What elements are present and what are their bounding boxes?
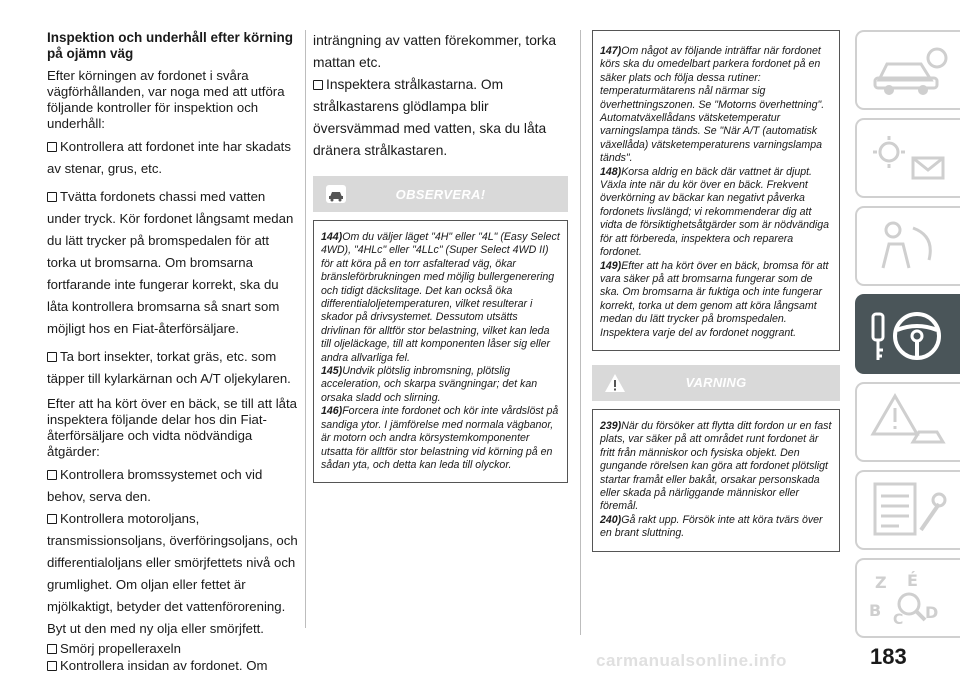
maintenance-checklist-icon <box>869 480 949 540</box>
checklist-item: Kontrollera motoroljans, transmissionsoljans, överföringsoljans, och differentialoljans eller smörjfettets nivå och grumlighet. Om oljan eller fettet är mjölkaktigt, betyder det vattenförorening. Byt ut den med ny olja eller smörjfett. <box>47 511 298 636</box>
checkbox-icon <box>47 514 57 524</box>
varning-label: VARNING <box>685 375 747 391</box>
svg-text:B: B <box>869 601 882 620</box>
note-147: 147)Om något av följande inträffar när fordonet körs ska du omedelbart parkera fordonet på en säker plats och följa dessa rutiner: temperaturmätarens nål närmar sig överhettningszonen. Se "Motorns överhettning". Automatväxellådans vätsketemperatur varningslampa tänds. Se "När A/T (automatisk växellåda) vätsketemperaturens varningslampa tänds". <box>600 45 825 165</box>
checkbox-icon <box>47 661 57 671</box>
car-info-icon <box>869 40 949 100</box>
checklist-item: Tvätta fordonets chassi med vatten under tryck. Kör fordonet långsamt medan du lätt trycker på bromspedalen för att torka ut bromsarna. Om bromsarna fortfarande inte fungerar korrekt, ska du låta kontrollera bromsarna så snart som möjligt hos en Fiat-återförsäljare. <box>47 189 294 336</box>
column-2 <box>313 30 568 483</box>
car-caution-icon <box>325 184 347 204</box>
chapter-tab-dashboard[interactable] <box>855 118 960 198</box>
dashboard-lights-icon <box>869 128 949 188</box>
note-146: 146)Forcera inte fordonet och kör inte vårdslöst på sandiga ytor. I jämförelse med normala vägbanor, är motorn och andra körsystemkomponenter utsatta för alltför stor belastning vid körning på en sådan yta, och detta kan leda till olyckor. <box>321 405 559 471</box>
chapter-tab-car-info[interactable] <box>855 30 960 110</box>
note-149: 149)Efter att ha kört över en bäck, bromsa för att vara säker på att bromsarna fungerar som de ska. Om bromsarna är fuktiga och inte fungerar korrekt, torka ut dem genom att köra långsamt medan du lätt trycker på bromspedalen. Inspektera varje del av fordonet noggrant. <box>600 259 829 339</box>
svg-text:D: D <box>925 603 939 622</box>
svg-text:É: É <box>907 571 918 590</box>
column-divider <box>580 30 581 635</box>
checklist-item: Kontrollera bromssystemet och vid behov, serva den. <box>47 467 263 504</box>
key-steering-icon <box>869 304 949 368</box>
section-heading: Inspektion och underhåll efter körning på ojämn väg <box>47 30 294 61</box>
checkbox-icon <box>47 142 57 152</box>
note-144: 144)Om du väljer läget "4H" eller "4L" (Easy Select 4WD), "4HLc" eller "4LLc" (Super Select 4WD II) för att köra på en torr asfalterad väg, ökar bränsleförbrukningen med möjlig bullergenerering och tidigt däckslitage. Det kan också öka differentialoljetemperaturen, vilket resulterar i skador på drivsystemet. Dessutom utsätts drivlinan för alltför stor belastning, vilket kan leda till oljeläckage, till att komponenten låser sig eller andra allvarliga fel. <box>321 231 560 364</box>
chapter-tab-starting-driving[interactable] <box>855 294 960 374</box>
column-1 <box>47 30 299 674</box>
observera-header <box>313 176 568 212</box>
chapter-tab-emergency[interactable] <box>855 382 960 462</box>
paragraph: inträngning av vatten förekommer, torka mattan etc. <box>313 33 557 70</box>
checkbox-icon <box>47 192 57 202</box>
page-number: 183 <box>870 644 907 669</box>
checkbox-icon <box>47 644 57 654</box>
column-3 <box>592 30 840 552</box>
chapter-tab-tech-data[interactable] <box>855 558 960 638</box>
warning-triangle-icon <box>604 373 626 393</box>
chapter-tab-maintenance[interactable] <box>855 470 960 550</box>
svg-text:Z: Z <box>875 573 887 592</box>
warning-triangle-car-icon <box>869 392 949 452</box>
observera-box <box>313 220 568 483</box>
checklist-item: Ta bort insekter, torkat gräs, etc. som täpper till kylarkärnan och A/T oljekylaren. <box>47 349 291 386</box>
checkbox-icon <box>47 352 57 362</box>
svg-text:C: C <box>893 612 904 628</box>
checklist-item: Inspektera strålkastarna. Om strålkastarens glödlampa blir översvämmad med vatten, ska du låta dränera strålkastaren. <box>313 77 547 158</box>
checkbox-icon <box>47 470 57 480</box>
varning-header <box>592 365 840 401</box>
observera-box-continued <box>592 30 840 351</box>
checklist-item: Kontrollera insidan av fordonet. Om <box>47 657 299 674</box>
note-239: 239)När du försöker att flytta ditt fordon ur en fast plats, var säker på att området runt fordonet är fritt från människor och fysiska objekt. Den gungande rörelsen kan göra att fordonet plötsligt startar framåt eller bakåt, orsakar personskada eller skada på närliggande människor eller föremål. <box>600 419 832 513</box>
chapter-tab-safety[interactable] <box>855 206 960 286</box>
checklist-item: Kontrollera att fordonet inte har skadats av stenar, grus, etc. <box>47 139 291 176</box>
note-145: 145)Undvik plötslig inbromsning, plötslig acceleration, och skarpa svängningar; det kan orsaka sladd och slirning. <box>321 365 538 404</box>
note-148: 148)Korsa aldrig en bäck där vattnet är djupt. Växla inte när du kör över en bäck. Frekvent överkörning av bäckar kan negativt påverka fordonets livslängd; vi rekommenderar dig att vidta de försiktighetsåtgärder som är nödvändiga för att förbereda, inspektera och reparera fordonet. <box>600 165 830 259</box>
alphabetical-index-icon <box>869 568 949 628</box>
intro-paragraph: Efter körningen av fordonet i svåra vägförhållanden, var noga med att utföra följande kontroller för inspektion och underhåll: <box>47 68 285 131</box>
checklist-item: Smörj propelleraxeln <box>47 640 299 657</box>
watermark-text: carmanualsonline.info <box>596 651 787 670</box>
paragraph: Efter att ha kört över en bäck, se till att låta inspektera följande delar hos din Fiat-återförsäljare och vidta nödvändiga åtgärder: <box>47 396 297 459</box>
note-240: 240)Gå rakt upp. Försök inte att köra tvärs över en brant sluttning. <box>600 513 823 540</box>
checkbox-icon <box>313 80 323 90</box>
airbag-safety-icon <box>869 216 949 276</box>
observera-label: OBSERVERA! <box>395 186 486 202</box>
varning-box <box>592 409 840 552</box>
column-divider <box>305 30 306 628</box>
